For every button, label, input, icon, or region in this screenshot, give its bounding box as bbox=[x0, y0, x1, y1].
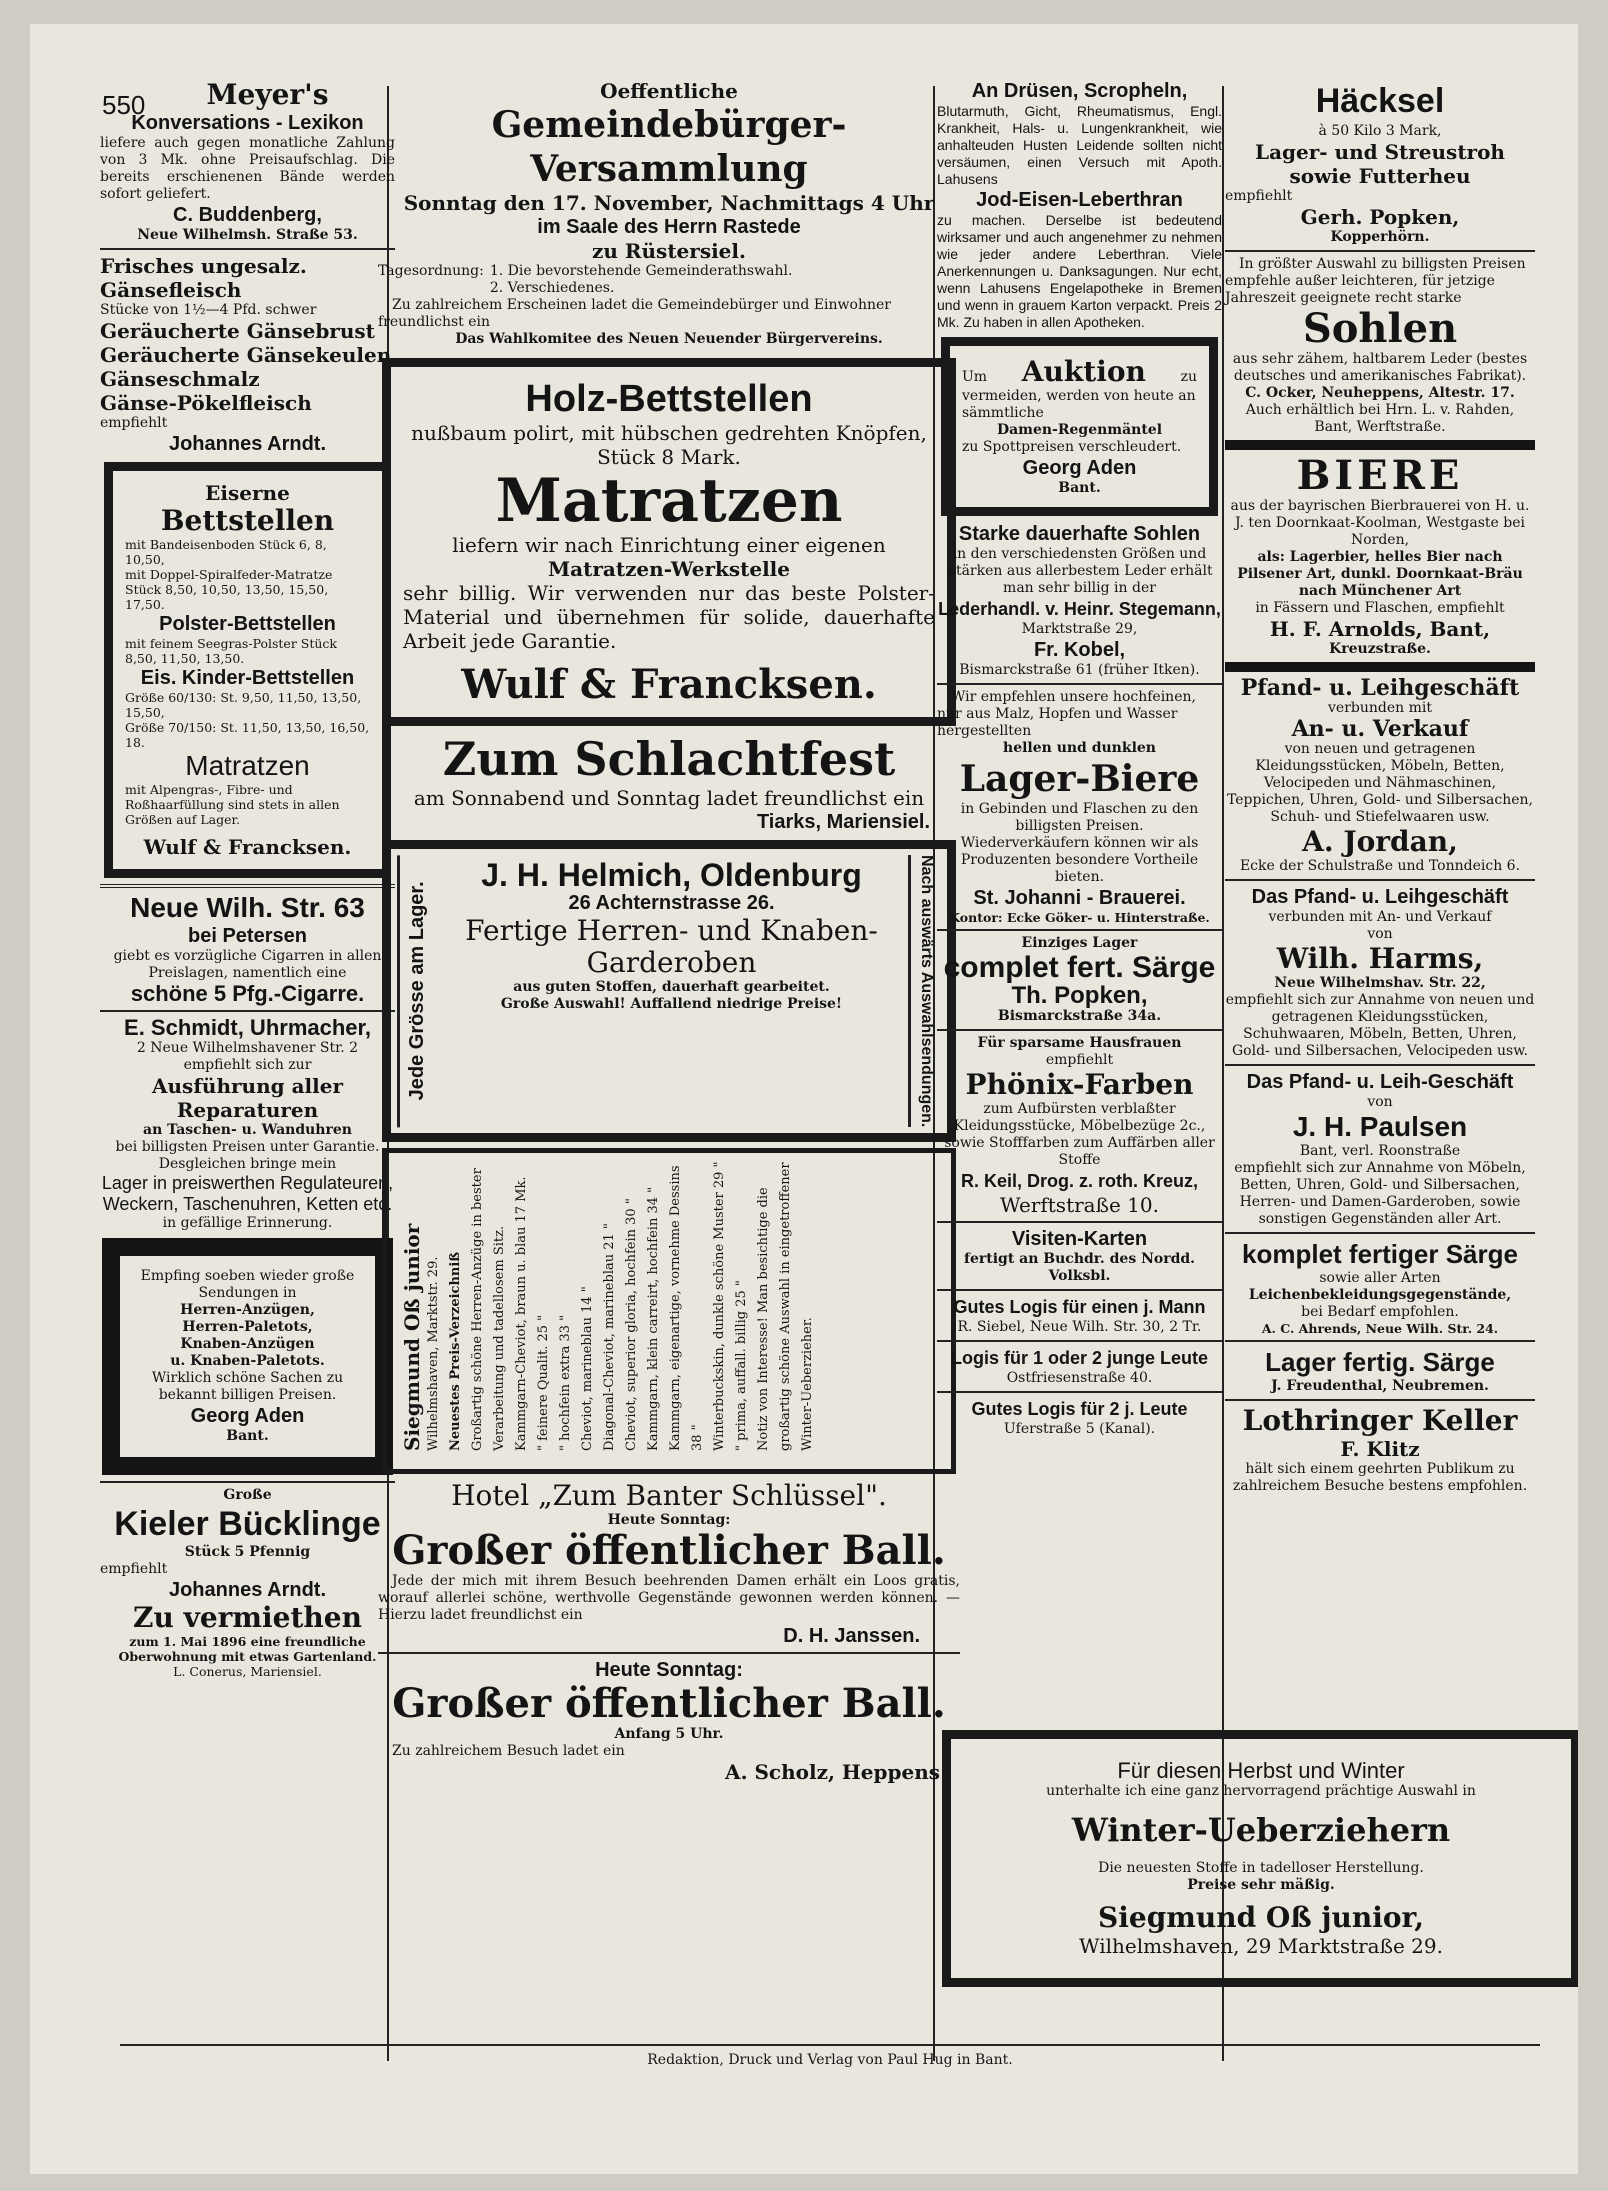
ad-name: Gerh. Popken, bbox=[1300, 205, 1460, 229]
ad-title: komplet fertiger Särge bbox=[1242, 1239, 1518, 1269]
ad-line: Ausführung aller Reparaturen bbox=[152, 1074, 343, 1122]
ad-sign: Das Wahlkomitee des Neuen Neuender Bürgervereins. bbox=[455, 331, 883, 347]
ad-name: C. Ocker, Neuheppens, Altestr. 17. bbox=[1245, 385, 1515, 401]
ad-title: Neue Wilh. Str. 63 bbox=[130, 892, 365, 923]
ad-text: zum 1. Mai 1896 eine freundliche Oberwohnung mit etwas Gartenland. bbox=[118, 1634, 377, 1664]
list-item: Herren-Paletots, bbox=[182, 1319, 313, 1335]
ad-title: Kieler Bücklinge bbox=[114, 1505, 381, 1543]
page-number: 550 bbox=[102, 90, 146, 120]
ad-line: mit Bandeisenboden Stück 6, 8, 10,50, bbox=[125, 537, 327, 567]
ad-place: Bant. bbox=[1058, 480, 1101, 496]
ad-petersen bbox=[100, 892, 395, 1006]
ad-text: am Sonnabend und Sonntag ladet freundlichst ein bbox=[413, 786, 925, 810]
ad-name: Georg Aden bbox=[190, 1405, 305, 1427]
ad-sub: bei Petersen bbox=[188, 925, 307, 947]
ad-helmich bbox=[382, 840, 956, 1142]
ad-title: Zu vermiethen bbox=[133, 1601, 362, 1634]
ad-name: Tiarks, Mariensiel. bbox=[756, 811, 930, 833]
ad-johanni bbox=[937, 689, 1222, 925]
ad-address: 26 Achternstrasse 26. bbox=[568, 892, 775, 914]
ad-name: St. Johanni - Brauerei. bbox=[973, 887, 1186, 909]
ad-empf: empfiehlt bbox=[1225, 188, 1293, 204]
ad-title: Meyer's bbox=[206, 78, 329, 111]
ad-firm: Wulf & Francksen. bbox=[143, 835, 352, 859]
ad-lahusen bbox=[937, 79, 1222, 331]
list-item: " prima, auffall. billig 25 " bbox=[734, 1280, 749, 1452]
ad-line: mit Doppel-Spiralfeder-Matratze Stück 8,50, 10,50, 13,50, 15,50, 17,50. bbox=[125, 567, 333, 612]
ad-title: Pfand- u. Leihgeschäft bbox=[1240, 675, 1520, 701]
ad-addr: Uferstraße 5 (Kanal). bbox=[1003, 1421, 1156, 1437]
ad-line: in gefällige Erinnerung. bbox=[162, 1215, 333, 1231]
ad-text: empfiehlt sich zur Annahme von Möbeln, Betten, Uhren, Gold- und Silbersachen, Herren- und Damen-Garderoben, sowie sonstigen Gegenständen aller Art. bbox=[1234, 1160, 1526, 1227]
list-item: Neuestes Preis-Verzeichniß bbox=[448, 1252, 463, 1452]
ad-versammlung bbox=[378, 79, 960, 348]
ad-subtitle: Konversations - Lexikon bbox=[131, 112, 364, 134]
ad-shop: Lederhandl. v. Heinr. Stegemann, bbox=[938, 599, 1221, 619]
ad-aden bbox=[102, 1238, 393, 1475]
ad-text: Die neuesten Stoffe in tadelloser Herstellung. bbox=[1098, 1860, 1424, 1876]
ad-title: Lager-Biere bbox=[959, 758, 1200, 800]
ad-sub: sowie aller Arten bbox=[1319, 1270, 1441, 1286]
ad-pre: Große bbox=[223, 1487, 272, 1503]
ad-empfiehlt: empfiehlt bbox=[100, 415, 168, 431]
ad-sub: verbunden mit An- und Verkauf bbox=[1268, 909, 1492, 925]
ad-line: Gutes Logis für einen j. Mann bbox=[953, 1297, 1206, 1317]
ad-place: Kopperhörn. bbox=[1330, 229, 1430, 245]
ad-line: Größe 60/130: St. 9,50, 11,50, 13,50, 15,50, bbox=[125, 690, 362, 720]
ad-title: Das Pfand- u. Leihgeschäft bbox=[1251, 886, 1509, 908]
ad-name: Johannes Arndt. bbox=[168, 1579, 327, 1601]
ad-line: Logis für 1 oder 2 junge Leute bbox=[950, 1348, 1209, 1368]
list-item: Gänse-Pökelfleisch bbox=[100, 391, 312, 415]
ad-line: Größe 70/150: St. 11,50, 13,50, 16,50, 18. bbox=[125, 720, 370, 750]
ad-text: in Gebinden und Flaschen zu den billigsten Preisen. bbox=[960, 801, 1199, 834]
ad-item: Damen-Regenmäntel bbox=[996, 422, 1163, 438]
list-item: u. Knaben-Paletots. bbox=[170, 1353, 325, 1369]
ad-title: Häcksel bbox=[1315, 82, 1445, 120]
ad-ball bbox=[378, 1480, 960, 1648]
ad-line: Lager- und Streustroh bbox=[1255, 140, 1505, 164]
ad-text: Wir empfehlen unsere hochfeinen, nur aus Malz, Hopfen und Wasser hergestellten bbox=[937, 689, 1196, 739]
ad-text: sehr billig. Wir verwenden nur das beste Polster-Material und übernehmen für solide, dauerhafte Arbeit jede Garantie. bbox=[403, 581, 935, 653]
ad-line: Gutes Logis für 2 j. Leute bbox=[971, 1399, 1188, 1419]
ad-text: unterhalte ich eine ganz hervorragend prächtige Auswahl in bbox=[1046, 1783, 1476, 1799]
ad-kontor: Kontor: Ecke Göker- u. Hinterstraße. bbox=[949, 910, 1210, 925]
ad-line: an Taschen- u. Wanduhren bbox=[143, 1122, 352, 1138]
ad-title: Auktion bbox=[1021, 355, 1146, 388]
ad-phoenix bbox=[937, 1035, 1222, 1217]
ad-kieler bbox=[100, 1487, 395, 1602]
ad-text: fertigt an Buchdr. des Nordd. Volksbl. bbox=[963, 1251, 1196, 1284]
ad-big: schöne 5 Pfg.-Cigarre. bbox=[130, 981, 365, 1006]
ad-name: J. H. Paulsen bbox=[1292, 1111, 1468, 1142]
ad-ball2 bbox=[378, 1658, 960, 1784]
ad-winter bbox=[942, 1730, 1578, 1987]
ad-name: Siegmund Oß junior, bbox=[1098, 1901, 1424, 1934]
ad-empf: empfiehlt bbox=[1045, 1052, 1114, 1068]
ad-place: Bant. bbox=[226, 1428, 269, 1444]
ad-text: aus der bayrischen Bierbrauerei von H. u. J. ten Doornkaat-Koolman, Westgaste bei Norden, bbox=[1230, 498, 1530, 548]
ad-addr: Bant, verl. Roonstraße bbox=[1299, 1143, 1461, 1159]
list-item: Kammgarn, klein carreirt, hochfein 34 " bbox=[646, 1187, 661, 1452]
ad-auktion bbox=[941, 337, 1218, 516]
ad-text: vermeiden, werden von heute an sämmtliche bbox=[962, 388, 1196, 421]
ad-text: in Fässern und Flaschen, empfiehlt bbox=[1255, 600, 1505, 616]
ad-date: Sonntag den 17. November, Nachmittags 4 Uhr bbox=[403, 191, 935, 215]
ad-big: Winter-Ueberziehern bbox=[1071, 1811, 1451, 1849]
agenda-label: Tagesordnung: bbox=[378, 263, 484, 279]
ad-text: Fertige Herren- und Knaben-Garderoben bbox=[465, 914, 878, 979]
ad-text: Wirklich schöne Sachen zu bekannt billigen Preisen. bbox=[151, 1370, 344, 1403]
ad-empf: empfiehlt sich zur bbox=[183, 1057, 312, 1073]
ad-pre: Eiserne bbox=[205, 481, 290, 505]
ad-title: Sohlen bbox=[1302, 305, 1458, 352]
ad-text: Empfing soeben wieder große Sendungen in bbox=[140, 1268, 355, 1301]
ad-sub: Stücke von 1½—4 Pfd. schwer bbox=[100, 302, 317, 318]
ad-title: Bettstellen bbox=[160, 504, 335, 537]
ad-pre: Um bbox=[962, 369, 988, 385]
ad-name: C. Buddenberg, bbox=[173, 204, 322, 226]
ad-heute: Heute Sonntag: bbox=[595, 1659, 743, 1682]
ad-name: Wilh. Harms, bbox=[1276, 942, 1484, 975]
ad-name: Th. Popken, bbox=[1011, 982, 1148, 1009]
ad-heute: Heute Sonntag: bbox=[607, 1512, 731, 1529]
ad-heading: Matratzen bbox=[185, 750, 310, 781]
ad-title: Das Pfand- u. Leih-Geschäft bbox=[1246, 1071, 1514, 1093]
ad-holz bbox=[382, 358, 956, 726]
ad-popken-saerge bbox=[937, 935, 1222, 1025]
list-item: Kammgarn, eigenartige, vornehme Dessins 38 " bbox=[668, 1165, 705, 1452]
list-item: Großartig schöne Herren-Anzüge in bester Verarbeitung und tadellosem Sitz. bbox=[470, 1168, 507, 1452]
list-item: Wilhelmshaven, Marktstr. 29. bbox=[426, 1256, 441, 1452]
ad-text: Zu zahlreichem Erscheinen ladet die Gemeindebürger und Einwohner freundlichst ein bbox=[378, 297, 891, 330]
ad-big: Matratzen bbox=[495, 466, 843, 536]
list-item: Geräucherte Gänsekeulen bbox=[100, 343, 392, 367]
ad-title: E. Schmidt, Uhrmacher, bbox=[124, 1015, 371, 1040]
column-3 bbox=[937, 79, 1222, 1438]
ad-title: An Drüsen, Scropheln, bbox=[971, 80, 1188, 102]
agenda-item: 1. Die bevorstehende Gemeinderathswahl. bbox=[489, 263, 793, 279]
ad-text: Auch erhältlich bei Hrn. L. v. Rahden, Bant, Werftstraße. bbox=[1245, 402, 1515, 435]
ad-title: Lothringer Keller bbox=[1242, 1404, 1518, 1437]
ad-miete bbox=[100, 1602, 395, 1679]
ad-harms bbox=[1225, 885, 1535, 1060]
ad-name: D. H. Janssen. bbox=[783, 1625, 920, 1648]
ad-title: Großer öffentlicher Ball. bbox=[392, 1680, 946, 1728]
ad-jordan bbox=[1225, 676, 1535, 875]
ad-place: im Saale des Herrn Rastede bbox=[537, 216, 801, 238]
column-1 bbox=[100, 79, 395, 1679]
ad-von: von bbox=[1367, 926, 1393, 942]
ad-oss-pricelist bbox=[382, 1148, 956, 1474]
ad-big: Jod-Eisen-Leberthran bbox=[976, 189, 1183, 211]
newspaper-page bbox=[30, 24, 1578, 2174]
ad-name: A. Jordan, bbox=[1302, 825, 1458, 858]
ad-text: Preise sehr mäßig. bbox=[1187, 1877, 1335, 1893]
ad-sub: Stück 5 Pfennig bbox=[184, 1544, 311, 1560]
ad-text: In größter Auswahl zu billigsten Preisen empfehle außer leichteren, für jetzige Jahreszeit geeignete recht starke bbox=[1225, 256, 1526, 306]
ad-schlacht bbox=[378, 732, 960, 834]
ad-pre: hellen und dunklen bbox=[1003, 740, 1156, 756]
ad-line: mit Alpengras-, Fibre- und Roßhaarfüllung sind stets in allen Größen auf Lager. bbox=[125, 782, 340, 827]
list-item: Notiz von Interesse! Man besichtige die großartig schöne Auswahl in eingetroffener Winter-Ueberzieher. bbox=[756, 1162, 815, 1452]
ad-heading: Polster-Bettstellen bbox=[159, 613, 336, 635]
ad-name: F. Klitz bbox=[1340, 1437, 1420, 1461]
ad-text: von neuen und getragenen Kleidungsstücken, Möbeln, Betten, Velocipeden und Nähmaschinen, Teppichen, Uhren, Gold- und Silbersachen, Schuh- und Stiefelwaaren usw. bbox=[1226, 741, 1533, 825]
ad-sohlen bbox=[937, 522, 1222, 679]
ad-addr: Ecke der Schulstraße und Tonndeich 6. bbox=[1239, 858, 1521, 874]
ad-text: zu machen. Derselbe ist bedeutend wirksamer und auch angenehmer zu nehmen wie jeder andere Leberthran. Viele Anerkennungen u. Danksagungen. Nur echt, wenn Lahusens Engelapotheke in Bremen und wenn in grauem Karton verpackt. Preis 2 Mk. Zu haben in allen Apotheken. bbox=[937, 212, 1222, 330]
ad-meyers bbox=[100, 79, 395, 244]
ad-title: Starke dauerhafte Sohlen bbox=[958, 523, 1201, 545]
ad-addr: Bismarckstraße 34a. bbox=[997, 1008, 1162, 1024]
list-item: Cheviot, superior gloria, hochfein 30 " bbox=[624, 1198, 639, 1452]
ad-ahrends bbox=[1225, 1238, 1535, 1336]
ad-text: zum Aufbürsten verblaßter Kleidungsstücke, Möbelbezüge 2c., sowie Stofffarben zum Auffärben aller Stoffe bbox=[944, 1101, 1215, 1168]
ad-name: Johannes Arndt. bbox=[168, 433, 327, 455]
ad-title: Lager fertig. Särge bbox=[1265, 1347, 1495, 1377]
ad-addr: Marktstraße 29, bbox=[1021, 621, 1138, 637]
ad-sub: à 50 Kilo 3 Mark, bbox=[1318, 123, 1442, 139]
ad-bettstellen bbox=[104, 462, 391, 878]
ad-hotel: Hotel „Zum Banter Schlüssel". bbox=[451, 1479, 887, 1513]
ad-line: mit feinem Seegras-Polster Stück 8,50, 11,50, 13,50. bbox=[125, 636, 337, 666]
list-item: Winterbuckskin, dunkle schöne Muster 29 " bbox=[712, 1161, 727, 1452]
ad-name: Georg Aden bbox=[1022, 457, 1137, 479]
ad-name: A. C. Ahrends, Neue Wilh. Str. 24. bbox=[1261, 1321, 1499, 1336]
ad-schmidt bbox=[100, 1016, 395, 1232]
ad-addr: Kreuzstraße. bbox=[1329, 641, 1431, 657]
ad-anfang: Anfang 5 Uhr. bbox=[614, 1726, 724, 1743]
ad-line: Lager in preiswerthen Regulateuren, Weckern, Taschenuhren, Ketten etc. bbox=[101, 1173, 394, 1214]
ad-title: Für diesen Herbst und Winter bbox=[1117, 1758, 1405, 1783]
ad-paulsen bbox=[1225, 1070, 1535, 1228]
ad-sub: verbunden mit bbox=[1328, 700, 1432, 716]
ad-text: in den verschiedensten Größen und Stärken aus allerbestem Leder erhält man sehr billig in der bbox=[946, 546, 1213, 596]
ad-pre: Für sparsame Hausfrauen bbox=[977, 1035, 1182, 1051]
ad-empf: empfiehlt bbox=[100, 1561, 168, 1577]
ad-name: H. F. Arnolds, Bant, bbox=[1269, 617, 1491, 641]
ad-text: Zu zahlreichem Besuch ladet ein bbox=[392, 1743, 625, 1760]
ad-title: An- u. Verkauf bbox=[1291, 716, 1469, 742]
ad-heading: Eis. Kinder-Bettstellen bbox=[140, 667, 355, 689]
ad-visiten bbox=[937, 1227, 1222, 1285]
ad-title: Holz-Bettstellen bbox=[525, 378, 813, 420]
ad-addr: R. Siebel, Neue Wilh. Str. 30, 2 Tr. bbox=[957, 1319, 1202, 1335]
ad-haecksel bbox=[1225, 79, 1535, 246]
list-item: Gänseschmalz bbox=[100, 367, 260, 391]
ad-text: empfiehlt sich zur Annahme von neuen und getragenen Kleidungsstücken, Schuhwaaren, Möbeln, Betten, Uhren, Gold- und Silbersachen, Velocipeden usw. bbox=[1225, 992, 1535, 1059]
ad-title: Visiten-Karten bbox=[1011, 1228, 1148, 1250]
ad-address: 2 Neue Wilhelmshavener Str. 2 bbox=[136, 1040, 359, 1056]
ad-text: Große Auswahl! Auffallend niedrige Preise! bbox=[500, 996, 843, 1012]
ad-addr: Werftstraße 10. bbox=[1000, 1193, 1159, 1217]
list-item: Geräucherte Gänsebrust bbox=[100, 319, 375, 343]
ad-ganse bbox=[100, 254, 395, 456]
ad-text: Matratzen-Werkstelle bbox=[548, 557, 790, 581]
ad-pre: Oeffentliche bbox=[600, 79, 738, 103]
column-2 bbox=[378, 79, 960, 1784]
list-item: Herren-Anzügen, bbox=[180, 1302, 315, 1318]
list-item: Siegmund Oß junior bbox=[400, 1224, 424, 1452]
ad-von: von bbox=[1367, 1094, 1393, 1110]
ad-title: BIERE bbox=[1296, 452, 1464, 499]
ad-title: J. H. Helmich, Oldenburg bbox=[481, 857, 862, 893]
ad-title: Phönix-Farben bbox=[965, 1068, 1194, 1101]
ad-line: bei billigsten Preisen unter Garantie. bbox=[115, 1139, 380, 1155]
ad-side-text: Jede Grösse am Lager. bbox=[397, 855, 435, 1127]
ad-text: liefern wir nach Einrichtung einer eigenen bbox=[452, 533, 886, 557]
ad-addr: Neue Wilhelmshav. Str. 22, bbox=[1274, 975, 1486, 991]
ad-name: Fr. Kobel, bbox=[1033, 639, 1126, 661]
ad-address: Neue Wilhelmsh. Straße 53. bbox=[137, 227, 358, 243]
list-item: Kammgarn-Cheviot, braun u. blau 17 Mk. bbox=[514, 1176, 529, 1452]
ad-text: hält sich einem geehrten Publikum zu zahlreichem Besuche bestens empfohlen. bbox=[1232, 1461, 1528, 1494]
ad-title: Frisches ungesalz. Gänsefleisch bbox=[100, 254, 307, 302]
list-item: Knaben-Anzügen bbox=[180, 1336, 315, 1352]
ad-name: R. Keil, Drog. z. roth. Kreuz, bbox=[960, 1171, 1198, 1191]
ad-side-text: Nach auswärts Auswahlsendungen. bbox=[908, 855, 941, 1127]
ad-line: sowie Futterheu bbox=[1289, 164, 1471, 188]
column-4 bbox=[1225, 79, 1535, 1495]
ad-title: complet fert. Särge bbox=[943, 951, 1216, 984]
ad-sub: nußbaum polirt, mit hübschen gedrehten Knöpfen, Stück 8 Mark. bbox=[411, 421, 927, 469]
ad-post: zu bbox=[1180, 369, 1197, 385]
ad-text: giebt es vorzügliche Cigarren in allen Preislagen, namentlich eine bbox=[113, 948, 382, 981]
ad-name: J. Freudenthal, Neubremen. bbox=[1271, 1378, 1489, 1394]
ad-doornkaat-biere bbox=[1225, 454, 1535, 658]
ad-title: Großer öffentlicher Ball. bbox=[392, 1527, 946, 1575]
list-item: Diagonal-Cheviot, marineblau 21 " bbox=[602, 1223, 617, 1452]
ad-logis bbox=[937, 1295, 1222, 1438]
ad-town: zu Rüstersiel. bbox=[592, 239, 746, 263]
ad-text: Blutarmuth, Gicht, Rheumatismus, Engl. Krankheit, Hals- u. Lungenkrankheit, wie anhalteuden Husten Leidende sollten nicht versäumen, einen Versuch mit Apoth. Lahusens bbox=[937, 103, 1222, 187]
list-item: " feinere Qualit. 25 " bbox=[536, 1315, 551, 1452]
ad-line: Desgleichen bringe mein bbox=[158, 1156, 337, 1172]
ad-freudenthal bbox=[1225, 1346, 1535, 1395]
ad-pre: Einziges Lager bbox=[1021, 935, 1138, 951]
ad-text: liefere auch gegen monatliche Zahlung von 3 Mk. ohne Preisaufschlag. Die bereits erschienenen Bände werden sofort geliefert. bbox=[100, 135, 395, 202]
list-item: Cheviot, marineblau 14 " bbox=[580, 1286, 595, 1452]
ad-name: A. Scholz, Heppens bbox=[725, 1760, 940, 1785]
ad-text: Wiederverkäufern können wir als Produzenten besondere Vortheile bieten. bbox=[960, 835, 1199, 885]
ad-text: aus sehr zähem, haltbarem Leder (bestes deutsches und amerikanisches Fabrikat). bbox=[1232, 351, 1528, 384]
imprint-footer: Redaktion, Druck und Verlag von Paul Hug in Bant. bbox=[120, 2044, 1540, 2068]
ad-ocker-sohlen bbox=[1225, 256, 1535, 436]
ad-text: als: Lagerbier, helles Bier nach Pilsener Art, dunkl. Doornkaat-Bräu nach Münchener Art bbox=[1237, 549, 1523, 599]
list-item: " hochfein extra 33 " bbox=[558, 1315, 573, 1452]
ad-text: Jede der mich mit ihrem Besuch beehrenden Damen erhält ein Loos gratis, worauf allerlei schöne, werthvolle Gegenstände gewonnen werden können. — Hierzu ladet freundlichst ein bbox=[378, 1573, 960, 1624]
ad-addr: Bismarckstraße 61 (früher Itken). bbox=[959, 662, 1200, 678]
ad-line: bei Bedarf empfohlen. bbox=[1301, 1304, 1459, 1320]
ad-text: zu Spottpreisen verschleudert. bbox=[962, 439, 1182, 455]
agenda-item: 2. Verschiedenes. bbox=[489, 280, 615, 296]
ad-addr: Ostfriesenstraße 40. bbox=[1006, 1370, 1153, 1386]
ad-firm: Wulf & Francksen. bbox=[461, 661, 877, 708]
ad-name: L. Conerus, Mariensiel. bbox=[173, 1664, 322, 1679]
ad-lothringer bbox=[1225, 1405, 1535, 1495]
ad-line: Leichenbekleidungsgegenstände, bbox=[1248, 1287, 1512, 1303]
ad-addr: Wilhelmshaven, 29 Marktstraße 29. bbox=[1079, 1934, 1443, 1958]
ad-title: Zum Schlachtfest bbox=[442, 732, 896, 786]
ad-text: aus guten Stoffen, dauerhaft gearbeitet. bbox=[513, 979, 830, 995]
ad-title: Gemeindebürger-Versammlung bbox=[491, 104, 847, 190]
